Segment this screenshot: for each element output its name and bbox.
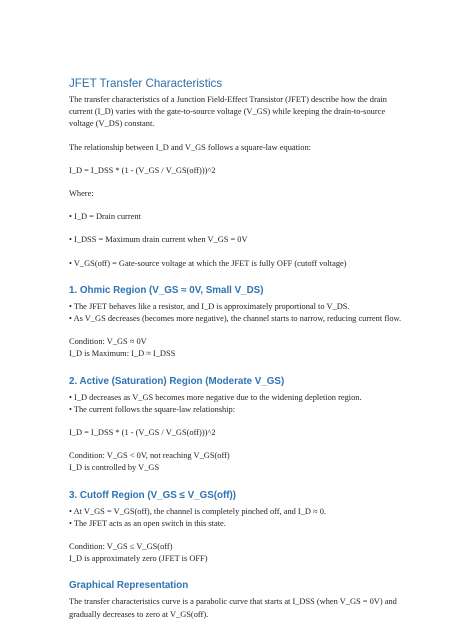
section-active-result: I_D is controlled by V_GS [69,463,160,473]
section-cutoff-condition: Condition: V_GS ≤ V_GS(off) [69,542,173,552]
where-label: Where: [69,189,94,199]
section-cutoff-result: I_D is approximately zero (JFET is OFF) [69,554,208,564]
definition-vgsoff: • V_GS(off) = Gate-source voltage at which the JFET is fully OFF (cutoff voltage) [69,258,347,268]
section-heading-active: 2. Active (Saturation) Region (Moderate V_GS) [69,375,285,387]
section-cutoff-bullet-1: • At V_GS = V_GS(off), the channel is completely pinched off, and I_D ≈ 0. [69,506,327,516]
page-title: JFET Transfer Characteristics [69,77,223,90]
document-body [69,76,409,621]
section-active-equation: I_D = I_DSS * (1 - (V_GS / V_GS(off)))^2 [69,428,216,438]
graphical-paragraph: The transfer characteristics curve is a parabolic curve that starts at I_DSS (when V_GS = 0V) and gradually decreases to zero at V_GS(off). [69,597,397,619]
definition-idss: • I_DSS = Maximum drain current when V_GS = 0V [69,235,248,245]
section-ohmic-result: I_D is Maximum: I_D ≈ I_DSS [69,349,176,359]
main-equation: I_D = I_DSS * (1 - (V_GS / V_GS(off)))^2 [69,165,216,175]
section-heading-cutoff: 3. Cutoff Region (V_GS ≤ V_GS(off)) [69,489,237,501]
intro-paragraph: The transfer characteristics of a Junction Field-Effect Transistor (JFET) describe how the drain current (I_D) varies with the gate-to-source voltage (V_GS) while keeping the drain-to-source voltage (V_DS) constant. [69,95,387,129]
relationship-paragraph: The relationship between I_D and V_GS follows a square-law equation: [69,142,311,152]
section-heading-graphical: Graphical Representation [69,580,189,592]
section-ohmic-bullet-1: • The JFET behaves like a resistor, and I_D is approximately proportional to V_DS. [69,301,350,311]
definition-id: • I_D = Drain current [69,212,141,222]
section-ohmic-condition: Condition: V_GS ≈ 0V [69,337,147,347]
section-heading-ohmic: 1. Ohmic Region (V_GS ≈ 0V, Small V_DS) [69,284,264,296]
section-ohmic-bullet-2: • As V_GS decreases (becomes more negative), the channel starts to narrow, reducing current flow. [69,314,402,324]
section-active-bullet-2: • The current follows the square-law relationship: [69,404,236,414]
section-active-bullet-1: • I_D decreases as V_GS becomes more negative due to the widening depletion region. [69,392,362,402]
section-cutoff-bullet-2: • The JFET acts as an open switch in this state. [69,518,226,528]
section-active-condition: Condition: V_GS < 0V, not reaching V_GS(off) [69,451,230,461]
